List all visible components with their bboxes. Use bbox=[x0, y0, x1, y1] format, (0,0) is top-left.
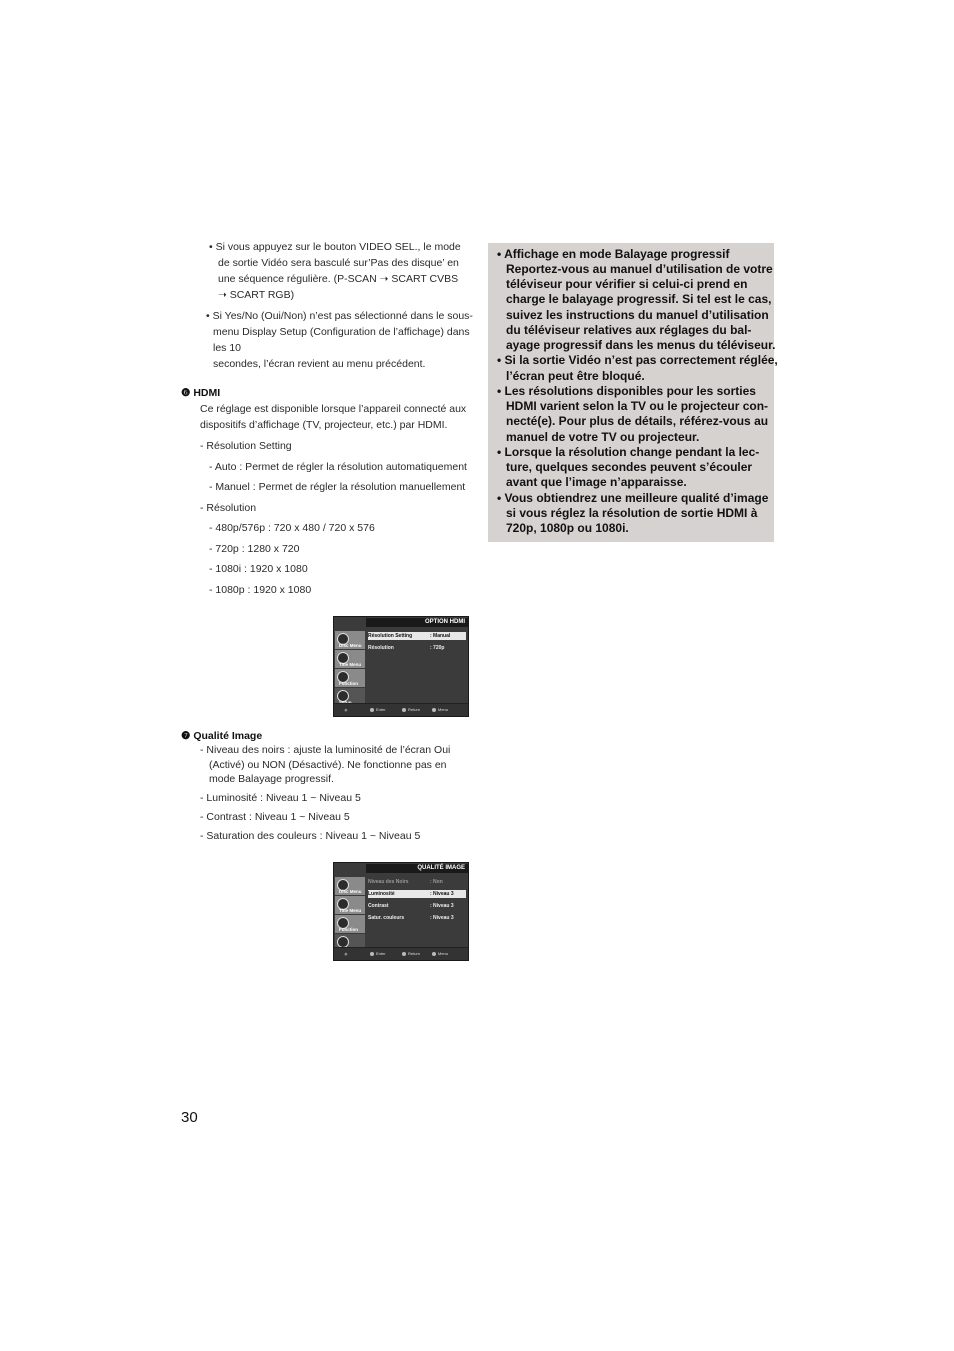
hdmi-item: - 720p : 1280 x 720 bbox=[209, 543, 300, 555]
hdmi-item: - 1080p : 1920 x 1080 bbox=[209, 584, 312, 596]
hdmi-option-menu-screen bbox=[333, 616, 469, 717]
qualite-item: - Luminosité : Niveau 1 ~ Niveau 5 bbox=[200, 792, 361, 804]
menu-title: QUALITÉ IMAGE bbox=[366, 864, 468, 873]
bullet-video-sel-line2: de sortie Vidéo sera basculé sur’Pas des disque’ en bbox=[218, 257, 459, 269]
menu-row-resolution-setting bbox=[368, 632, 466, 640]
menu-row-luminosite bbox=[368, 890, 466, 898]
qualite-item: - Contrast : Niveau 1 ~ Niveau 5 bbox=[200, 811, 350, 823]
qualite-heading: ❼ Qualité Image bbox=[181, 730, 263, 742]
return-hint: Return bbox=[402, 951, 420, 956]
note-line: necté(e). Pour plus de détails, référez-vous au bbox=[506, 414, 769, 428]
row-label: Résolution Setting bbox=[368, 633, 413, 639]
menu-row-contrast bbox=[368, 902, 466, 910]
row-label: Niveau des Noirs bbox=[368, 879, 409, 885]
row-value: : Niveau 3 bbox=[430, 903, 454, 909]
note-line: ayage progressif dans les menus du téléviseur. bbox=[506, 338, 776, 352]
hdmi-desc-line2: dispositifs d’affichage (TV, projecteur, etc.) par HDMI. bbox=[200, 419, 448, 431]
sidebar-label: Disc Menu bbox=[339, 643, 362, 648]
row-value: : Niveau 3 bbox=[430, 891, 454, 897]
note-line: HDMI varient selon la TV ou le projecteur con- bbox=[506, 399, 769, 413]
menu-footer bbox=[334, 703, 468, 716]
note-line: manuel de votre TV ou projecteur. bbox=[506, 430, 700, 444]
bullet-yesno-line2: menu Display Setup (Configuration de l’affichage) dans bbox=[213, 326, 470, 338]
row-value: : 720p bbox=[430, 645, 445, 651]
sidebar-item-function bbox=[335, 915, 365, 933]
qualite-item: - Niveau des noirs : ajuste la luminosité de l’écran Oui bbox=[200, 744, 451, 756]
enter-hint: Enter bbox=[370, 707, 386, 712]
note-line: • Les résolutions disponibles pour les sorties bbox=[497, 384, 756, 398]
sidebar-label: Function bbox=[339, 927, 358, 932]
row-value: : Manual bbox=[430, 633, 451, 639]
note-line: • Affichage en mode Balayage progressif bbox=[497, 247, 730, 261]
note-line: si vous réglez la résolution de sortie HDMI à bbox=[506, 506, 758, 520]
sidebar-item-disc-menu bbox=[335, 877, 365, 895]
bullet-video-sel-line3: une séquence régulière. (P-SCAN ➝ SCART CVBS bbox=[218, 273, 459, 285]
bullet-video-sel-line4: ➝ SCART RGB) bbox=[218, 289, 295, 301]
menu-row-niveau-noirs bbox=[368, 878, 466, 886]
hdmi-item: - Manuel : Permet de régler la résolution manuellement bbox=[209, 481, 466, 493]
enter-hint: Enter bbox=[370, 951, 386, 956]
menu-title: OPTION HDMI bbox=[366, 618, 468, 627]
bullet-yesno-line1: • Si Yes/No (Oui/Non) n’est pas sélectionné dans le sous- bbox=[206, 310, 473, 322]
menu-row-resolution bbox=[368, 644, 466, 652]
sidebar-label: Disc Menu bbox=[339, 889, 362, 894]
note-line: Reportez-vous au manuel d’utilisation de votre bbox=[506, 262, 773, 276]
sidebar-item-title-menu bbox=[335, 650, 365, 668]
hdmi-desc-line1: Ce réglage est disponible lorsque l’appareil connecté aux bbox=[200, 403, 467, 415]
row-label: Satur. couleurs bbox=[368, 915, 405, 921]
sidebar-label: Title Menu bbox=[339, 908, 362, 913]
bullet-yesno-line3: les 10 bbox=[213, 342, 242, 354]
hdmi-item: - Résolution Setting bbox=[200, 440, 292, 452]
qualite-item: (Activé) ou NON (Désactivé). Ne fonctionne pas en bbox=[209, 759, 447, 771]
sidebar-label: Function bbox=[339, 681, 358, 686]
navigation-arrows-icon: ⋄ bbox=[344, 952, 348, 958]
note-line: charge le balayage progressif. Si tel est le cas, bbox=[506, 292, 772, 306]
note-line: téléviseur pour vérifier si celui-ci prend en bbox=[506, 277, 748, 291]
hdmi-item: - Résolution bbox=[200, 502, 257, 514]
row-label: Luminosité bbox=[368, 891, 395, 897]
note-line: du téléviseur relatives aux réglages du bal- bbox=[506, 323, 752, 337]
sidebar-item-function bbox=[335, 669, 365, 687]
sidebar-item-disc-menu bbox=[335, 631, 365, 649]
bullet-yesno-line4: secondes, l’écran revient au menu précédent. bbox=[213, 358, 426, 370]
menu-row-saturation bbox=[368, 914, 466, 922]
hdmi-item: - 1080i : 1920 x 1080 bbox=[209, 563, 308, 575]
menu-footer bbox=[334, 947, 468, 960]
note-box bbox=[488, 243, 778, 542]
qualite-image-menu-screen bbox=[333, 862, 469, 961]
page-number: 30 bbox=[181, 1109, 198, 1126]
note-line: • Lorsque la résolution change pendant la lec- bbox=[497, 445, 760, 459]
hdmi-item: - Auto : Permet de régler la résolution automatiquement bbox=[209, 461, 467, 473]
note-line: avant que l’image n’apparaisse. bbox=[506, 475, 687, 489]
menu-hint: Menu bbox=[432, 951, 448, 956]
sidebar-label: Title Menu bbox=[339, 662, 362, 667]
navigation-arrows-icon: ⋄ bbox=[344, 708, 348, 714]
hdmi-heading: ❻ HDMI bbox=[181, 387, 221, 399]
menu-hint: Menu bbox=[432, 707, 448, 712]
sidebar-item-title-menu bbox=[335, 896, 365, 914]
row-value: : Non bbox=[430, 879, 443, 885]
bullet-video-sel-line1: • Si vous appuyez sur le bouton VIDEO SEL., le mode bbox=[209, 241, 461, 253]
note-line: l’écran peut être bloqué. bbox=[506, 369, 645, 383]
row-label: Contrast bbox=[368, 903, 389, 909]
note-line: • Si la sortie Vidéo n’est pas correctement réglée, bbox=[497, 353, 778, 367]
note-line: 720p, 1080p ou 1080i. bbox=[506, 521, 629, 535]
menu-sidebar bbox=[334, 629, 365, 704]
note-line: suivez les instructions du manuel d’utilisation bbox=[506, 308, 769, 322]
note-line: ture, quelques secondes peuvent s’écouler bbox=[506, 460, 753, 474]
qualite-item: - Saturation des couleurs : Niveau 1 ~ Niveau 5 bbox=[200, 830, 421, 842]
menu-sidebar bbox=[334, 875, 365, 948]
row-label: Résolution bbox=[368, 645, 394, 651]
qualite-item: mode Balayage progressif. bbox=[209, 773, 334, 785]
note-line: • Vous obtiendrez une meilleure qualité d’image bbox=[497, 491, 769, 505]
hdmi-item: - 480p/576p : 720 x 480 / 720 x 576 bbox=[209, 522, 375, 534]
return-hint: Return bbox=[402, 707, 420, 712]
row-value: : Niveau 3 bbox=[430, 915, 454, 921]
